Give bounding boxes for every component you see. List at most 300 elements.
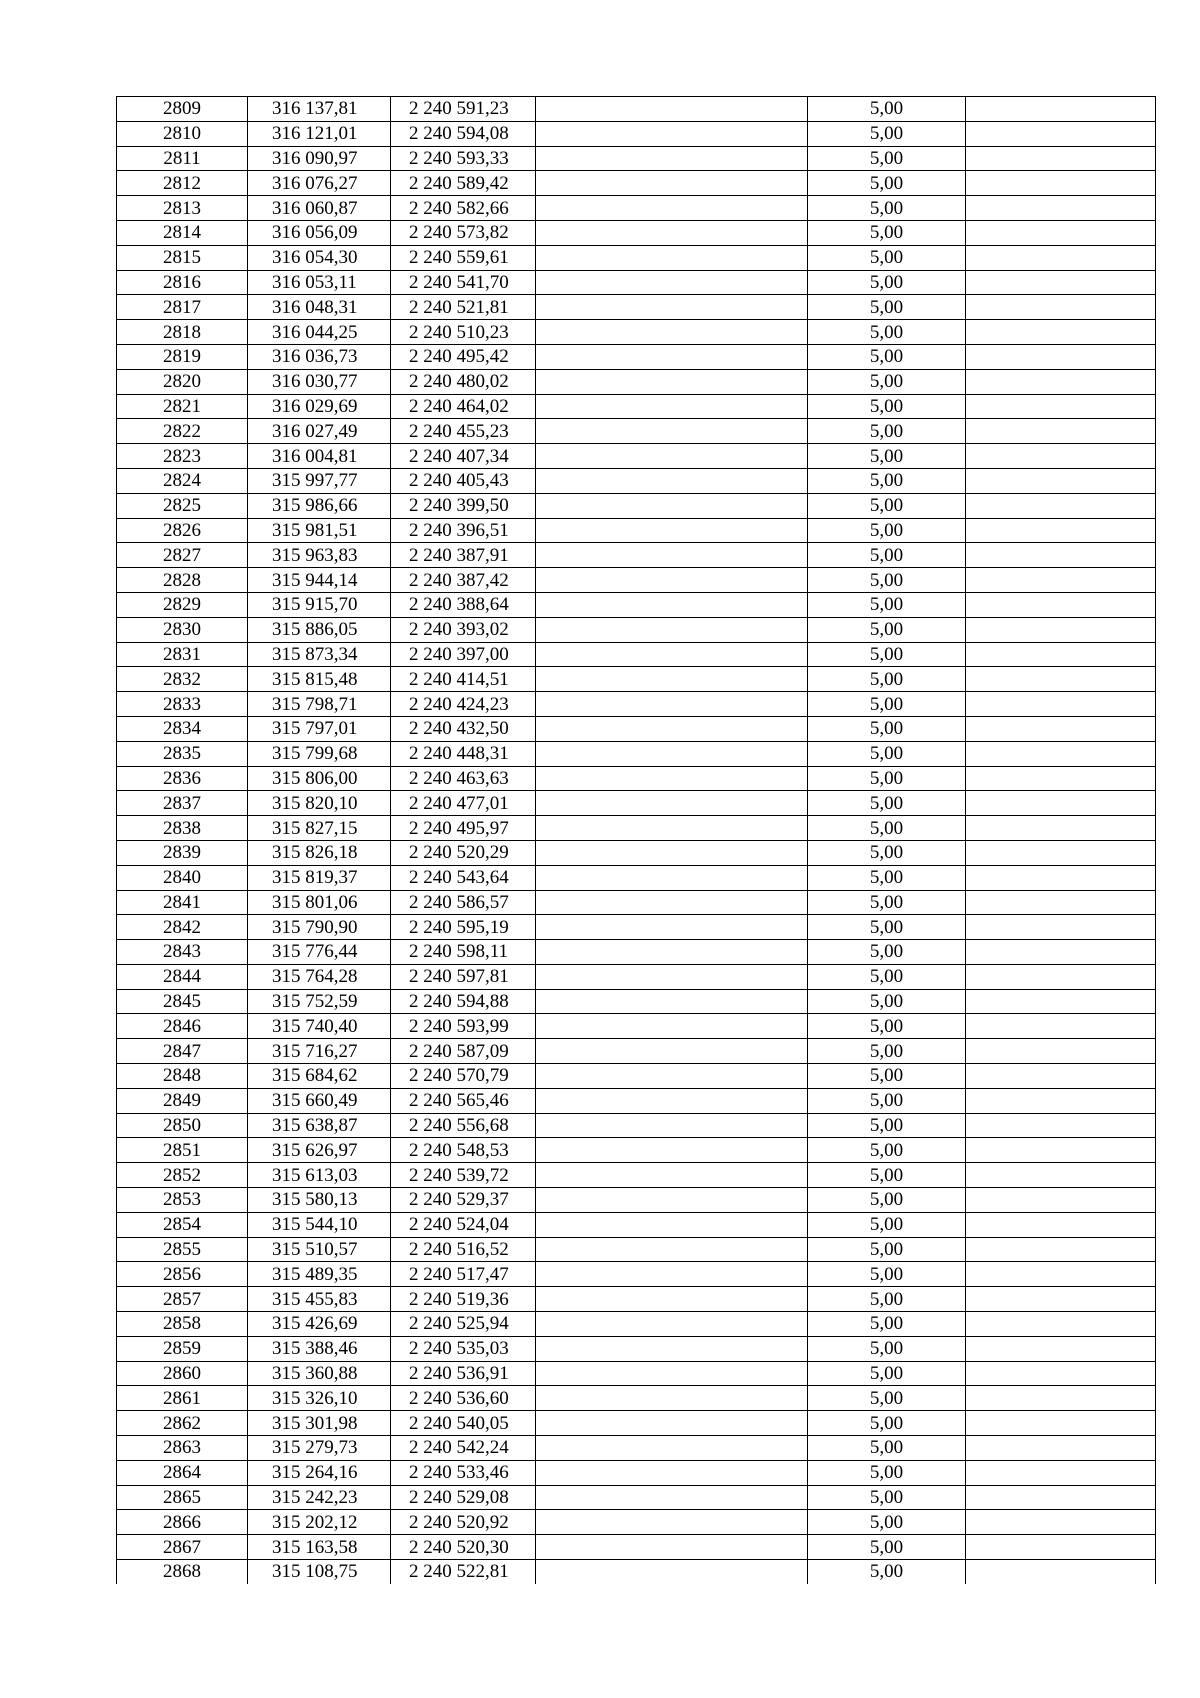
empty-cell xyxy=(536,1138,808,1163)
empty-cell xyxy=(536,1287,808,1312)
precision-cell: 5,00 xyxy=(808,989,966,1014)
point-number-cell: 2851 xyxy=(117,1138,248,1163)
x-coordinate-cell: 316 137,81 xyxy=(248,97,391,122)
precision-cell: 5,00 xyxy=(808,1014,966,1039)
precision-cell: 5,00 xyxy=(808,369,966,394)
table-row xyxy=(117,1212,1156,1237)
point-number-cell: 2823 xyxy=(117,444,248,469)
x-coordinate-cell: 315 613,03 xyxy=(248,1163,391,1188)
table-row xyxy=(117,716,1156,741)
empty-cell xyxy=(536,1064,808,1089)
precision-cell: 5,00 xyxy=(808,1535,966,1560)
x-coordinate-cell: 316 027,49 xyxy=(248,419,391,444)
y-coordinate-cell: 2 240 587,09 xyxy=(391,1039,536,1064)
x-coordinate-cell: 315 684,62 xyxy=(248,1064,391,1089)
empty-cell xyxy=(536,964,808,989)
x-coordinate-cell: 315 826,18 xyxy=(248,840,391,865)
point-number-cell: 2820 xyxy=(117,369,248,394)
table-row xyxy=(117,1336,1156,1361)
x-coordinate-cell: 315 388,46 xyxy=(248,1336,391,1361)
point-number-cell: 2846 xyxy=(117,1014,248,1039)
table-row xyxy=(117,791,1156,816)
empty-cell xyxy=(536,1312,808,1337)
point-number-cell: 2822 xyxy=(117,419,248,444)
precision-cell: 5,00 xyxy=(808,444,966,469)
point-number-cell: 2862 xyxy=(117,1411,248,1436)
precision-cell: 5,00 xyxy=(808,840,966,865)
empty-cell xyxy=(966,1039,1156,1064)
x-coordinate-cell: 316 029,69 xyxy=(248,394,391,419)
empty-cell xyxy=(966,1560,1156,1584)
empty-cell xyxy=(966,667,1156,692)
empty-cell xyxy=(536,1163,808,1188)
y-coordinate-cell: 2 240 495,97 xyxy=(391,816,536,841)
y-coordinate-cell: 2 240 396,51 xyxy=(391,518,536,543)
y-coordinate-cell: 2 240 542,24 xyxy=(391,1436,536,1461)
empty-cell xyxy=(966,1014,1156,1039)
empty-cell xyxy=(966,493,1156,518)
x-coordinate-cell: 315 981,51 xyxy=(248,518,391,543)
y-coordinate-cell: 2 240 589,42 xyxy=(391,171,536,196)
empty-cell xyxy=(536,295,808,320)
precision-cell: 5,00 xyxy=(808,1262,966,1287)
point-number-cell: 2868 xyxy=(117,1560,248,1584)
empty-cell xyxy=(536,1560,808,1584)
y-coordinate-cell: 2 240 414,51 xyxy=(391,667,536,692)
y-coordinate-cell: 2 240 556,68 xyxy=(391,1113,536,1138)
x-coordinate-cell: 315 806,00 xyxy=(248,766,391,791)
table-row xyxy=(117,394,1156,419)
x-coordinate-cell: 315 752,59 xyxy=(248,989,391,1014)
y-coordinate-cell: 2 240 520,92 xyxy=(391,1510,536,1535)
table-row xyxy=(117,518,1156,543)
x-coordinate-cell: 315 944,14 xyxy=(248,568,391,593)
y-coordinate-cell: 2 240 541,70 xyxy=(391,270,536,295)
y-coordinate-cell: 2 240 480,02 xyxy=(391,369,536,394)
y-coordinate-cell: 2 240 455,23 xyxy=(391,419,536,444)
table-row xyxy=(117,568,1156,593)
x-coordinate-cell: 315 163,58 xyxy=(248,1535,391,1560)
precision-cell: 5,00 xyxy=(808,592,966,617)
empty-cell xyxy=(966,791,1156,816)
x-coordinate-cell: 315 801,06 xyxy=(248,890,391,915)
empty-cell xyxy=(536,890,808,915)
y-coordinate-cell: 2 240 388,64 xyxy=(391,592,536,617)
precision-cell: 5,00 xyxy=(808,171,966,196)
empty-cell xyxy=(536,518,808,543)
precision-cell: 5,00 xyxy=(808,964,966,989)
empty-cell xyxy=(536,270,808,295)
point-number-cell: 2831 xyxy=(117,642,248,667)
table-row xyxy=(117,1088,1156,1113)
table-row xyxy=(117,1386,1156,1411)
precision-cell: 5,00 xyxy=(808,295,966,320)
point-number-cell: 2811 xyxy=(117,146,248,171)
empty-cell xyxy=(536,840,808,865)
empty-cell xyxy=(966,1163,1156,1188)
point-number-cell: 2835 xyxy=(117,741,248,766)
empty-cell xyxy=(966,121,1156,146)
precision-cell: 5,00 xyxy=(808,1163,966,1188)
table-row xyxy=(117,146,1156,171)
x-coordinate-cell: 315 455,83 xyxy=(248,1287,391,1312)
precision-cell: 5,00 xyxy=(808,716,966,741)
empty-cell xyxy=(536,220,808,245)
empty-cell xyxy=(966,320,1156,345)
empty-cell xyxy=(966,741,1156,766)
precision-cell: 5,00 xyxy=(808,1411,966,1436)
empty-cell xyxy=(966,270,1156,295)
empty-cell xyxy=(536,171,808,196)
table-row xyxy=(117,493,1156,518)
empty-cell xyxy=(966,369,1156,394)
point-number-cell: 2847 xyxy=(117,1039,248,1064)
y-coordinate-cell: 2 240 477,01 xyxy=(391,791,536,816)
table-row xyxy=(117,369,1156,394)
point-number-cell: 2819 xyxy=(117,344,248,369)
y-coordinate-cell: 2 240 529,37 xyxy=(391,1188,536,1213)
x-coordinate-cell: 316 076,27 xyxy=(248,171,391,196)
y-coordinate-cell: 2 240 521,81 xyxy=(391,295,536,320)
precision-cell: 5,00 xyxy=(808,1237,966,1262)
point-number-cell: 2844 xyxy=(117,964,248,989)
table-row xyxy=(117,171,1156,196)
empty-cell xyxy=(966,1188,1156,1213)
empty-cell xyxy=(536,865,808,890)
empty-cell xyxy=(966,171,1156,196)
y-coordinate-cell: 2 240 464,02 xyxy=(391,394,536,419)
point-number-cell: 2866 xyxy=(117,1510,248,1535)
empty-cell xyxy=(536,394,808,419)
empty-cell xyxy=(966,1361,1156,1386)
point-number-cell: 2821 xyxy=(117,394,248,419)
point-number-cell: 2864 xyxy=(117,1460,248,1485)
precision-cell: 5,00 xyxy=(808,468,966,493)
table-row xyxy=(117,766,1156,791)
empty-cell xyxy=(536,1386,808,1411)
empty-cell xyxy=(536,369,808,394)
x-coordinate-cell: 315 242,23 xyxy=(248,1485,391,1510)
table-row xyxy=(117,816,1156,841)
table-row xyxy=(117,890,1156,915)
precision-cell: 5,00 xyxy=(808,1336,966,1361)
empty-cell xyxy=(536,1262,808,1287)
empty-cell xyxy=(536,196,808,221)
y-coordinate-cell: 2 240 520,29 xyxy=(391,840,536,865)
y-coordinate-cell: 2 240 529,08 xyxy=(391,1485,536,1510)
empty-cell xyxy=(966,1336,1156,1361)
empty-cell xyxy=(966,468,1156,493)
precision-cell: 5,00 xyxy=(808,543,966,568)
y-coordinate-cell: 2 240 387,42 xyxy=(391,568,536,593)
table-row xyxy=(117,1163,1156,1188)
precision-cell: 5,00 xyxy=(808,1386,966,1411)
x-coordinate-cell: 315 108,75 xyxy=(248,1560,391,1584)
empty-cell xyxy=(536,146,808,171)
empty-cell xyxy=(966,543,1156,568)
empty-cell xyxy=(966,1287,1156,1312)
precision-cell: 5,00 xyxy=(808,568,966,593)
precision-cell: 5,00 xyxy=(808,121,966,146)
precision-cell: 5,00 xyxy=(808,97,966,122)
point-number-cell: 2824 xyxy=(117,468,248,493)
y-coordinate-cell: 2 240 424,23 xyxy=(391,692,536,717)
empty-cell xyxy=(966,766,1156,791)
y-coordinate-cell: 2 240 387,91 xyxy=(391,543,536,568)
x-coordinate-cell: 315 986,66 xyxy=(248,493,391,518)
x-coordinate-cell: 315 544,10 xyxy=(248,1212,391,1237)
precision-cell: 5,00 xyxy=(808,1188,966,1213)
y-coordinate-cell: 2 240 543,64 xyxy=(391,865,536,890)
table-row xyxy=(117,220,1156,245)
empty-cell xyxy=(536,617,808,642)
table-row xyxy=(117,1411,1156,1436)
empty-cell xyxy=(536,915,808,940)
table-row xyxy=(117,468,1156,493)
x-coordinate-cell: 315 819,37 xyxy=(248,865,391,890)
empty-cell xyxy=(536,245,808,270)
point-number-cell: 2838 xyxy=(117,816,248,841)
table-row xyxy=(117,344,1156,369)
table-row xyxy=(117,1188,1156,1213)
y-coordinate-cell: 2 240 594,88 xyxy=(391,989,536,1014)
empty-cell xyxy=(536,816,808,841)
table-row xyxy=(117,1485,1156,1510)
empty-cell xyxy=(966,344,1156,369)
y-coordinate-cell: 2 240 525,94 xyxy=(391,1312,536,1337)
empty-cell xyxy=(536,1088,808,1113)
point-number-cell: 2832 xyxy=(117,667,248,692)
empty-cell xyxy=(536,741,808,766)
point-number-cell: 2836 xyxy=(117,766,248,791)
precision-cell: 5,00 xyxy=(808,1039,966,1064)
empty-cell xyxy=(536,1361,808,1386)
table-row xyxy=(117,543,1156,568)
x-coordinate-cell: 315 426,69 xyxy=(248,1312,391,1337)
y-coordinate-cell: 2 240 448,31 xyxy=(391,741,536,766)
table-row xyxy=(117,741,1156,766)
x-coordinate-cell: 315 886,05 xyxy=(248,617,391,642)
point-number-cell: 2841 xyxy=(117,890,248,915)
table-row xyxy=(117,1361,1156,1386)
table-row xyxy=(117,964,1156,989)
y-coordinate-cell: 2 240 593,33 xyxy=(391,146,536,171)
point-number-cell: 2818 xyxy=(117,320,248,345)
precision-cell: 5,00 xyxy=(808,1113,966,1138)
empty-cell xyxy=(966,1460,1156,1485)
x-coordinate-cell: 315 301,98 xyxy=(248,1411,391,1436)
x-coordinate-cell: 316 060,87 xyxy=(248,196,391,221)
point-number-cell: 2829 xyxy=(117,592,248,617)
y-coordinate-cell: 2 240 522,81 xyxy=(391,1560,536,1584)
x-coordinate-cell: 315 799,68 xyxy=(248,741,391,766)
empty-cell xyxy=(536,1188,808,1213)
x-coordinate-cell: 316 036,73 xyxy=(248,344,391,369)
table-row xyxy=(117,1138,1156,1163)
precision-cell: 5,00 xyxy=(808,419,966,444)
empty-cell xyxy=(966,1535,1156,1560)
empty-cell xyxy=(966,692,1156,717)
point-number-cell: 2842 xyxy=(117,915,248,940)
empty-cell xyxy=(966,245,1156,270)
precision-cell: 5,00 xyxy=(808,146,966,171)
point-number-cell: 2830 xyxy=(117,617,248,642)
empty-cell xyxy=(966,840,1156,865)
point-number-cell: 2814 xyxy=(117,220,248,245)
empty-cell xyxy=(536,444,808,469)
y-coordinate-cell: 2 240 565,46 xyxy=(391,1088,536,1113)
empty-cell xyxy=(536,592,808,617)
empty-cell xyxy=(966,97,1156,122)
empty-cell xyxy=(966,568,1156,593)
precision-cell: 5,00 xyxy=(808,940,966,965)
y-coordinate-cell: 2 240 516,52 xyxy=(391,1237,536,1262)
empty-cell xyxy=(536,692,808,717)
empty-cell xyxy=(536,1535,808,1560)
coordinates-table-body xyxy=(117,97,1156,1584)
y-coordinate-cell: 2 240 548,53 xyxy=(391,1138,536,1163)
x-coordinate-cell: 315 360,88 xyxy=(248,1361,391,1386)
x-coordinate-cell: 316 030,77 xyxy=(248,369,391,394)
table-row xyxy=(117,840,1156,865)
precision-cell: 5,00 xyxy=(808,1287,966,1312)
table-row xyxy=(117,1262,1156,1287)
empty-cell xyxy=(536,1039,808,1064)
empty-cell xyxy=(536,121,808,146)
empty-cell xyxy=(966,865,1156,890)
x-coordinate-cell: 315 820,10 xyxy=(248,791,391,816)
precision-cell: 5,00 xyxy=(808,1088,966,1113)
empty-cell xyxy=(966,1088,1156,1113)
table-row xyxy=(117,692,1156,717)
precision-cell: 5,00 xyxy=(808,1436,966,1461)
empty-cell xyxy=(536,791,808,816)
precision-cell: 5,00 xyxy=(808,320,966,345)
x-coordinate-cell: 316 004,81 xyxy=(248,444,391,469)
point-number-cell: 2840 xyxy=(117,865,248,890)
y-coordinate-cell: 2 240 539,72 xyxy=(391,1163,536,1188)
y-coordinate-cell: 2 240 593,99 xyxy=(391,1014,536,1039)
precision-cell: 5,00 xyxy=(808,270,966,295)
precision-cell: 5,00 xyxy=(808,196,966,221)
empty-cell xyxy=(536,1212,808,1237)
precision-cell: 5,00 xyxy=(808,1138,966,1163)
empty-cell xyxy=(536,97,808,122)
precision-cell: 5,00 xyxy=(808,642,966,667)
precision-cell: 5,00 xyxy=(808,890,966,915)
precision-cell: 5,00 xyxy=(808,667,966,692)
table-row xyxy=(117,940,1156,965)
point-number-cell: 2854 xyxy=(117,1212,248,1237)
point-number-cell: 2857 xyxy=(117,1287,248,1312)
x-coordinate-cell: 316 044,25 xyxy=(248,320,391,345)
table-row xyxy=(117,865,1156,890)
precision-cell: 5,00 xyxy=(808,1485,966,1510)
precision-cell: 5,00 xyxy=(808,816,966,841)
empty-cell xyxy=(966,617,1156,642)
precision-cell: 5,00 xyxy=(808,1510,966,1535)
empty-cell xyxy=(966,1138,1156,1163)
x-coordinate-cell: 315 638,87 xyxy=(248,1113,391,1138)
precision-cell: 5,00 xyxy=(808,1212,966,1237)
x-coordinate-cell: 315 264,16 xyxy=(248,1460,391,1485)
point-number-cell: 2852 xyxy=(117,1163,248,1188)
precision-cell: 5,00 xyxy=(808,245,966,270)
point-number-cell: 2809 xyxy=(117,97,248,122)
point-number-cell: 2860 xyxy=(117,1361,248,1386)
empty-cell xyxy=(536,989,808,1014)
precision-cell: 5,00 xyxy=(808,1361,966,1386)
table-row xyxy=(117,320,1156,345)
empty-cell xyxy=(536,1411,808,1436)
point-number-cell: 2850 xyxy=(117,1113,248,1138)
point-number-cell: 2858 xyxy=(117,1312,248,1337)
empty-cell xyxy=(536,1113,808,1138)
y-coordinate-cell: 2 240 573,82 xyxy=(391,220,536,245)
y-coordinate-cell: 2 240 535,03 xyxy=(391,1336,536,1361)
empty-cell xyxy=(966,444,1156,469)
precision-cell: 5,00 xyxy=(808,791,966,816)
x-coordinate-cell: 315 776,44 xyxy=(248,940,391,965)
x-coordinate-cell: 315 489,35 xyxy=(248,1262,391,1287)
point-number-cell: 2826 xyxy=(117,518,248,543)
x-coordinate-cell: 315 827,15 xyxy=(248,816,391,841)
precision-cell: 5,00 xyxy=(808,617,966,642)
precision-cell: 5,00 xyxy=(808,1312,966,1337)
point-number-cell: 2867 xyxy=(117,1535,248,1560)
point-number-cell: 2839 xyxy=(117,840,248,865)
precision-cell: 5,00 xyxy=(808,766,966,791)
x-coordinate-cell: 315 660,49 xyxy=(248,1088,391,1113)
point-number-cell: 2865 xyxy=(117,1485,248,1510)
empty-cell xyxy=(966,1411,1156,1436)
x-coordinate-cell: 316 054,30 xyxy=(248,245,391,270)
point-number-cell: 2861 xyxy=(117,1386,248,1411)
point-number-cell: 2816 xyxy=(117,270,248,295)
table-row xyxy=(117,1535,1156,1560)
point-number-cell: 2853 xyxy=(117,1188,248,1213)
x-coordinate-cell: 315 815,48 xyxy=(248,667,391,692)
table-row xyxy=(117,1064,1156,1089)
precision-cell: 5,00 xyxy=(808,1560,966,1584)
x-coordinate-cell: 315 580,13 xyxy=(248,1188,391,1213)
table-row xyxy=(117,121,1156,146)
point-number-cell: 2827 xyxy=(117,543,248,568)
point-number-cell: 2859 xyxy=(117,1336,248,1361)
table-row xyxy=(117,444,1156,469)
x-coordinate-cell: 315 963,83 xyxy=(248,543,391,568)
table-row xyxy=(117,245,1156,270)
empty-cell xyxy=(966,915,1156,940)
empty-cell xyxy=(536,1436,808,1461)
empty-cell xyxy=(536,468,808,493)
empty-cell xyxy=(536,1336,808,1361)
y-coordinate-cell: 2 240 407,34 xyxy=(391,444,536,469)
y-coordinate-cell: 2 240 510,23 xyxy=(391,320,536,345)
precision-cell: 5,00 xyxy=(808,741,966,766)
table-row xyxy=(117,642,1156,667)
x-coordinate-cell: 315 326,10 xyxy=(248,1386,391,1411)
empty-cell xyxy=(966,642,1156,667)
empty-cell xyxy=(966,1237,1156,1262)
empty-cell xyxy=(966,1436,1156,1461)
empty-cell xyxy=(536,766,808,791)
empty-cell xyxy=(536,667,808,692)
table-row xyxy=(117,97,1156,122)
empty-cell xyxy=(966,220,1156,245)
empty-cell xyxy=(966,1312,1156,1337)
table-row xyxy=(117,1436,1156,1461)
